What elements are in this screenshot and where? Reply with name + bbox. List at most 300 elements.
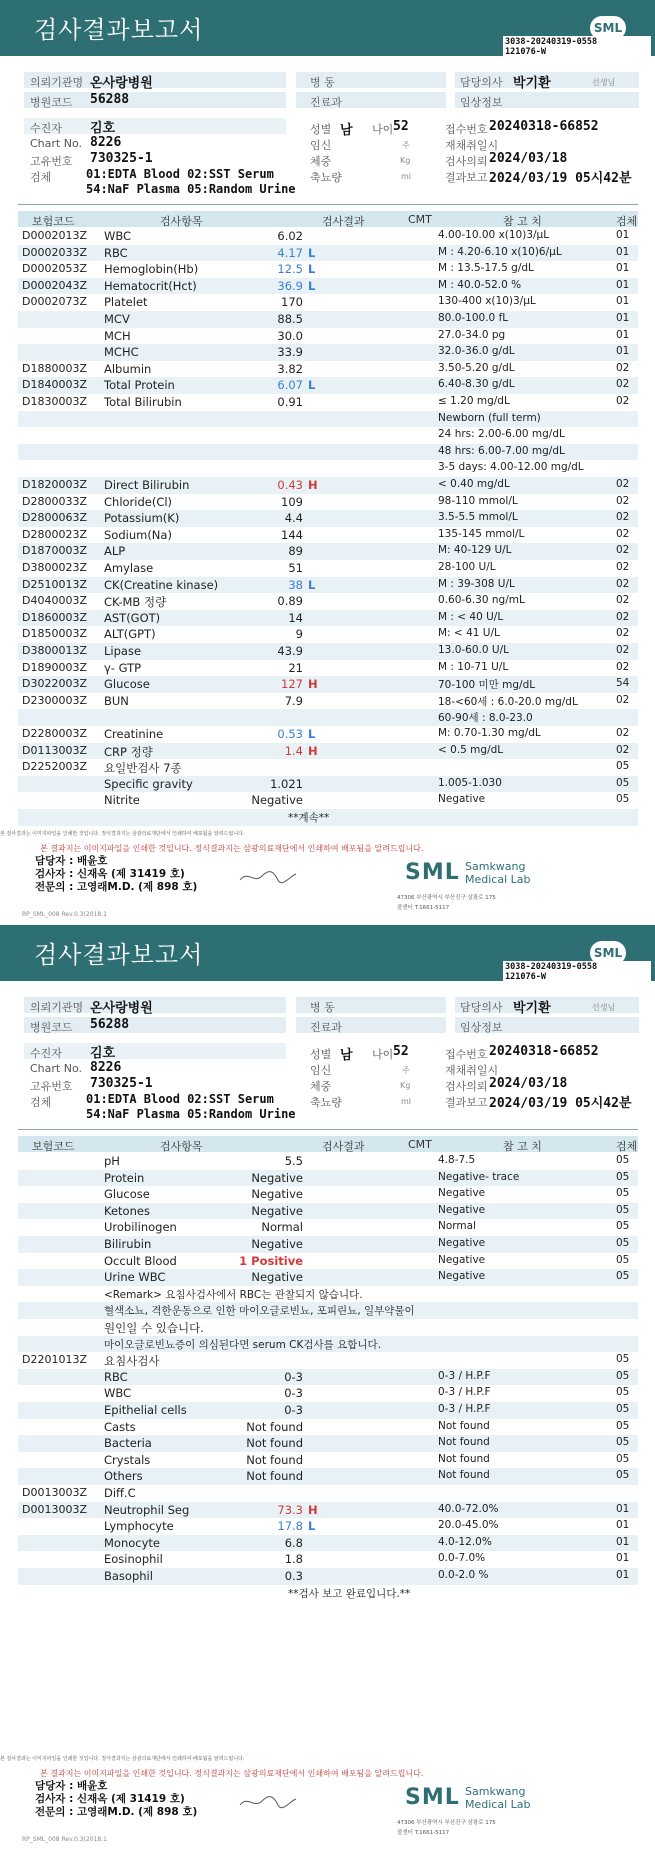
table-row [18,1369,638,1386]
row-ref: 18-<60세 : 6.0-20.0 mg/dL [438,695,578,708]
row-code: D3022003Z [22,677,87,691]
row-result: Not found [246,1469,303,1484]
row-ref: ≤ 1.20 mg/dL [438,395,510,407]
row-ref: 70-100 미만 mg/dL [438,679,536,692]
row-item: CK-MB 정량 [104,595,167,610]
row-item: γ- GTP [104,660,142,675]
table-row [18,1253,638,1270]
row-specimen: 02 [616,361,630,374]
row-result: 170 [281,295,303,310]
patient-bar [24,118,286,134]
row-specimen: 01 [616,1519,630,1532]
inst-label: 의뢰기관명 [30,1001,84,1014]
row-result: 88.5 [277,312,303,326]
age-value: 52 [393,119,409,134]
dept-label: 진료과 [310,96,342,109]
age-label: 나이 [372,123,394,136]
row-specimen: 02 [616,610,630,623]
row-code: D0002043Z [22,278,87,292]
row-result: 3.82 [277,361,303,376]
table-row [18,477,638,494]
row-item: <Remark> 요침사검사에서 RBC는 관찰되지 않습니다. [104,1288,363,1301]
row-code: D0013003Z [22,1486,87,1499]
row-specimen: 05 [616,1220,630,1233]
row-item: Crystals [104,1452,151,1467]
row-specimen: 05 [616,1469,630,1482]
age-label: 나이 [372,1048,394,1061]
row-code: D3800013Z [22,644,87,657]
row-item: Total Protein [104,378,175,393]
weight-unit: Kg [400,156,411,165]
row-result: 43.9 [277,644,303,658]
clinical-label: 임상정보 [460,1021,503,1034]
request-label: 검사의뢰 [445,155,488,168]
row-item: RBC [104,245,128,260]
row-flag: H [308,1502,318,1517]
col-item: 검사항목 [160,215,203,228]
footer-sml-logo: SML [405,1785,460,1810]
row-specimen: 02 [616,395,630,407]
row-item: Platelet [104,295,148,310]
table-row [18,1502,638,1519]
row-result: 1.8 [284,1552,303,1567]
row-ref: 0.60-6.30 ng/mL [438,594,525,607]
row-item: Sodium(Na) [104,527,172,542]
row-result: 1.4 [284,743,303,758]
row-ref: Not found [438,1469,490,1482]
table-row [18,693,638,710]
row-result: 0-3 [284,1369,303,1384]
row-flag: L [308,245,316,260]
row-item: Direct Bilirubin [104,478,190,492]
row-result: 21 [288,660,303,675]
report-value: 2024/03/19 05시42분 [489,171,632,186]
row-item: Bacteria [104,1436,152,1451]
row-ref: 40.0-72.0% [438,1502,499,1515]
row-ref: M : < 40 U/L [438,610,504,623]
row-specimen: 01 [616,312,630,324]
row-code: D1890003Z [22,660,87,674]
row-item: Occult Blood [104,1253,177,1268]
row-ref: 3.50-5.20 g/dL [438,361,515,374]
row-ref: Negative [438,1187,486,1200]
table-row [18,278,638,295]
row-specimen: 05 [616,1419,630,1432]
row-result: 7.9 [284,693,303,708]
row-specimen: 01 [616,328,630,341]
form-number: RP_SML_008 Rev.0.3(2018.1 [22,911,107,918]
incharge-line: 담당자 : 배윤호 [35,855,108,867]
table-row [18,709,638,726]
row-ref: M : 40.0-52.0 % [438,278,522,291]
row-specimen: 02 [616,511,630,524]
table-row [18,261,638,278]
row-result: 6.02 [277,229,303,243]
hosp-code-label: 병원코드 [30,96,73,109]
row-ref: 6.40-8.30 g/dL [438,378,515,391]
incharge-line: 담당자 : 배윤호 [35,1780,108,1792]
table-row [18,460,638,477]
col-cmt: CMT [408,1138,432,1151]
signature-icon [238,866,298,888]
row-specimen: 01 [616,1569,630,1581]
table-row [18,643,638,660]
row-result: 89 [288,544,303,559]
row-item: AST(GOT) [104,610,161,625]
row-item: Epithelial cells [104,1403,187,1417]
row-item: 요침사검사 [104,1354,160,1369]
row-code: D1830003Z [22,395,87,408]
specimen-label: 검체 [30,1096,52,1109]
row-specimen: 01 [616,1535,630,1548]
table-row [18,444,638,461]
row-ref: 80.0-100.0 fL [438,312,509,324]
row-item: ALP [104,544,126,559]
row-ref: 20.0-45.0% [438,1519,499,1532]
row-result: Negative [251,793,303,808]
weight-label: 체중 [310,155,332,168]
ward-label: 병 동 [310,76,335,89]
row-flag: L [308,727,316,741]
col-item: 검사항목 [160,1140,203,1153]
row-ref: 60-90세 : 8.0-23.0 [438,712,533,725]
row-specimen: 01 [616,278,630,291]
table-row [18,1535,638,1552]
row-specimen: 02 [616,494,630,507]
row-result: **검사 보고 완료입니다.** [288,1587,411,1600]
row-ref: 98-110 mmol/L [438,494,518,507]
table-row [18,411,638,428]
row-item: Amylase [104,561,154,575]
col-cmt: CMT [408,213,432,226]
row-result: 1.021 [270,776,303,791]
row-item: WBC [104,229,132,243]
row-ref: M : 10-71 U/L [438,660,509,673]
row-result: Normal [261,1220,303,1235]
id-value: 730325-1 [90,151,153,166]
row-result: 33.9 [277,345,303,360]
doctor-value: 박기환 [513,76,551,91]
row-result: 1 Positive [239,1253,303,1268]
patient-label: 수진자 [30,1047,62,1060]
divider [18,204,638,205]
specimen-label: 검체 [30,171,52,184]
form-number: RP_SML_008 Rev.0.3(2018.1 [22,1836,107,1843]
row-code: D1860003Z [22,610,87,624]
row-specimen: 05 [616,1386,630,1399]
hosp-code-value: 56288 [90,1017,130,1032]
doctor-label: 담당의사 [460,76,503,89]
age-value: 52 [393,1044,409,1059]
row-result: 0.53 [277,727,303,741]
row-ref: M: 0.70-1.30 mg/dL [438,727,541,739]
table-row [18,228,638,245]
table-row [18,792,638,809]
row-specimen: 02 [616,577,630,590]
table-row [18,1485,638,1502]
weight-unit: Kg [400,1081,411,1090]
row-specimen: 02 [616,743,630,756]
table-row [18,361,638,378]
row-code: D0013003Z [22,1502,87,1516]
chart-value: 8226 [90,135,122,150]
row-result: 144 [281,527,303,542]
results-table-header [18,211,638,227]
row-code: D3800023Z [22,561,87,574]
row-item: WBC [104,1386,132,1401]
row-item: Hemoglobin(Hb) [104,262,199,277]
table-row [18,676,638,693]
table-row [18,1518,638,1535]
row-item: Basophil [104,1569,153,1583]
row-item: ALT(GPT) [104,627,156,642]
table-row [18,1336,638,1353]
row-ref: 130-400 x(10)3/µL [438,295,536,308]
sex-value: 남 [340,123,353,138]
col-ref: 참 고 치 [503,215,542,228]
row-specimen: 05 [616,1369,630,1382]
table-row [18,1419,638,1436]
row-code: D2201013Z [22,1353,87,1367]
row-code: D0002053Z [22,262,87,276]
weight-label: 체중 [310,1080,332,1093]
urine-unit: ml [401,1097,412,1106]
specialist-line: 전문의 : 고영래M.D. (제 898 호) [35,881,198,893]
row-result: 127 [281,677,303,692]
row-ref: 27.0-34.0 pg [438,328,506,341]
row-item: 원인일 수 있습니다. [104,1321,204,1335]
row-ref: 4.0-12.0% [438,1535,492,1548]
table-row [18,743,638,760]
resample-label: 재채취일시 [445,139,499,152]
id-label: 고유번호 [30,155,73,168]
row-item: Lipase [104,644,142,658]
row-result: 0-3 [284,1403,303,1417]
row-specimen: 02 [616,594,630,607]
hosp-code-label: 병원코드 [30,1021,73,1034]
row-specimen: 05 [616,1270,630,1283]
row-result: 109 [281,494,303,509]
report-title: 검사결과보고서 [34,16,204,44]
row-result: 4.4 [284,511,303,526]
preg-label: 임신 [310,139,332,152]
row-item: Casts [104,1419,136,1434]
row-item: Potassium(K) [104,511,180,526]
row-specimen: 02 [616,660,630,673]
col-ref: 참 고 치 [503,1140,542,1153]
row-result: 38 [288,577,303,592]
table-row [18,776,638,793]
row-result: Negative [251,1237,303,1251]
row-code: D1880003Z [22,361,87,375]
row-ref: 48 hrs: 6.00-7.00 mg/dL [438,444,565,457]
row-result: 36.9 [277,278,303,293]
row-ref: < 0.40 mg/dL [438,478,510,490]
table-row [18,1269,638,1286]
row-code: D2300003Z [22,693,87,707]
row-ref: Normal [438,1220,476,1233]
table-row [18,1186,638,1203]
row-code: D1820003Z [22,478,87,491]
row-result: 0.91 [277,395,303,409]
table-row [18,543,638,560]
report-title: 검사결과보고서 [34,941,204,969]
patient-label: 수진자 [30,122,62,135]
row-result: Negative [251,1203,303,1218]
table-row [18,1170,638,1187]
row-item: Others [104,1469,143,1484]
row-specimen: 01 [616,1552,630,1565]
company-address: 47306 부산광역시 부산진구 삼광로 175 [397,895,496,901]
row-code: D1840003Z [22,378,87,392]
row-ref: 0.0-7.0% [438,1552,486,1565]
id-value: 730325-1 [90,1076,153,1091]
table-row [18,1236,638,1253]
col-result: 검사결과 [322,1140,365,1153]
report-label: 결과보고 [445,171,488,184]
row-item: MCH [104,328,131,343]
divider [18,1129,638,1130]
table-row [18,1551,638,1568]
sex-value: 남 [340,1048,353,1063]
row-ref: 28-100 U/L [438,561,496,573]
row-item: Urobilinogen [104,1220,177,1235]
row-item: CK(Creatine kinase) [104,577,219,592]
row-item: Diff.C [104,1486,136,1500]
receipt-label: 접수번호 [445,123,488,136]
table-row [18,510,638,527]
table-row [18,1203,638,1220]
row-item: Bilirubin [104,1237,152,1251]
row-code: D1850003Z [22,627,87,641]
table-row [18,809,638,826]
resample-label: 재채취일시 [445,1064,499,1077]
patient-value: 김호 [90,1046,116,1061]
table-row [18,1352,638,1369]
row-specimen: 05 [616,1253,630,1266]
row-ref: 4.8-7.5 [438,1154,476,1166]
footer-dense-text: 본 검사결과는 이미지파일을 인쇄한 것입니다. 정식결과지는 삼광의료재단에서 인쇄하여 배포됨을 알려드립니다. [0,831,245,837]
row-specimen: 05 [616,1187,630,1200]
row-specimen: 02 [616,627,630,640]
row-ref: 32.0-36.0 g/dL [438,345,515,358]
row-code: D2252003Z [22,760,87,774]
row-result: 12.5 [277,262,303,277]
table-row [18,311,638,328]
row-ref: M : 4.20-6.10 x(10)6/µL [438,245,562,258]
table-row [18,560,638,577]
row-specimen: 01 [616,245,630,258]
row-item: Creatinine [104,727,164,741]
row-result: 4.17 [277,245,303,260]
row-flag: H [308,677,318,692]
row-specimen: 05 [616,1436,630,1449]
row-ref: 1.005-1.030 [438,776,502,789]
table-row [18,1468,638,1485]
col-result: 검사결과 [322,215,365,228]
row-ref: Negative [438,1237,486,1249]
row-item: Urine WBC [104,1270,166,1285]
table-row [18,1302,638,1319]
footer-dense-text: 본 검사결과는 이미지파일을 인쇄한 것입니다. 정식결과지는 삼광의료재단에서 인쇄하여 배포됨을 알려드립니다. [0,1756,245,1762]
report-label: 결과보고 [445,1096,488,1109]
row-code: D0002033Z [22,245,87,259]
row-result: Not found [246,1452,303,1467]
dept-label: 진료과 [310,1021,342,1034]
row-item: Lymphocyte [104,1519,174,1534]
company-phone: 콜센터 T.1661-5117 [397,905,450,911]
footer-sml-logo: SML [405,860,460,885]
row-ref: < 0.5 mg/dL [438,743,504,756]
row-item: Specific gravity [104,776,193,791]
table-row [18,344,638,361]
row-ref: 13.0-60.0 U/L [438,644,509,656]
inst-label: 의뢰기관명 [30,76,84,89]
row-ref: M : 39-308 U/L [438,577,515,590]
row-ref: 0-3 / H.P.F [438,1386,491,1399]
row-item: Glucose [104,677,150,692]
chart-label: Chart No. [30,1062,82,1075]
preg-label: 임신 [310,1064,332,1077]
footer-note: 본 결과지는 이미지파일을 인쇄한 것입니다. 정식결과지는 삼광의료재단에서 인쇄하여 배포됨을 알려드립니다. [40,1769,424,1778]
row-specimen: 05 [616,1237,630,1249]
table-row [18,660,638,677]
row-specimen: 02 [616,693,630,706]
specialist-line: 전문의 : 고영래M.D. (제 898 호) [35,1806,198,1818]
signature-icon [238,1791,298,1813]
id-label: 고유번호 [30,1080,73,1093]
row-ref: Not found [438,1452,490,1465]
table-row [18,1219,638,1236]
footer-note: 본 결과지는 이미지파일을 인쇄한 것입니다. 정식결과지는 삼광의료재단에서 인쇄하여 배포됨을 알려드립니다. [40,844,424,853]
row-item: Glucose [104,1187,150,1202]
doctor-suffix: 선생님 [592,1003,616,1012]
table-row [18,1585,638,1602]
table-row [18,1568,638,1585]
col-code: 보험코드 [32,215,75,228]
col-code: 보험코드 [32,1140,75,1153]
table-row [18,328,638,345]
row-result: 0.3 [284,1569,303,1583]
row-flag: H [308,478,318,492]
row-code: D0113003Z [22,743,87,757]
row-result: 14 [288,610,303,625]
row-ref: 0-3 / H.P.F [438,1369,491,1382]
row-ref: Negative [438,1203,486,1216]
row-code: D2280003Z [22,727,87,740]
row-specimen: 01 [616,1502,630,1515]
row-code: D0002013Z [22,229,87,242]
hosp-code-value: 56288 [90,92,130,107]
col-specimen: 검체 [616,215,638,228]
row-specimen: 02 [616,478,630,490]
row-item: Albumin [104,361,152,376]
table-row [18,1153,638,1170]
row-item: Eosinophil [104,1552,163,1567]
row-ref: Negative [438,793,486,806]
row-item: RBC [104,1369,128,1384]
row-ref: 3.5-5.5 mmol/L [438,511,518,524]
request-value: 2024/03/18 [489,151,568,166]
clinical-label: 임상정보 [460,96,503,109]
preg-unit: 주 [402,141,410,150]
row-result: 5.5 [284,1154,303,1168]
sml-logo-icon: SML [590,941,626,965]
row-specimen: 05 [616,1203,630,1216]
row-result: 0.89 [277,594,303,609]
row-item: MCV [104,312,130,326]
reference-number: 3038-20240319-0558 121076-W [503,961,651,983]
